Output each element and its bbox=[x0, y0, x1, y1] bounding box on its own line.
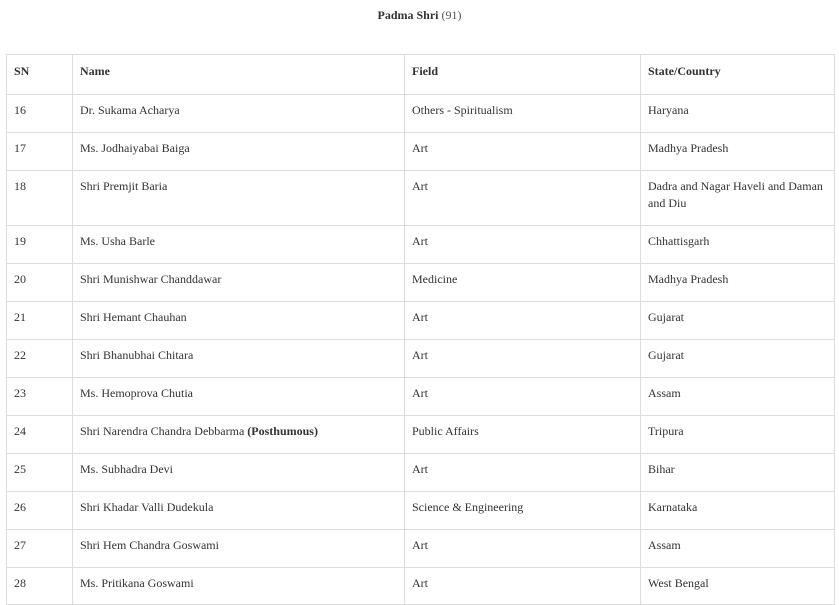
cell-field: Art bbox=[405, 171, 641, 226]
column-header-state: State/Country bbox=[641, 55, 835, 95]
awardee-name: Ms. Subhadra Devi bbox=[80, 462, 173, 476]
cell-name bbox=[73, 378, 405, 416]
cell-sn: 16 bbox=[7, 95, 73, 133]
cell-field: Art bbox=[405, 133, 641, 171]
cell-state: Chhattisgarh bbox=[641, 226, 835, 264]
cell-field: Art bbox=[405, 302, 641, 340]
cell-sn: 26 bbox=[7, 492, 73, 530]
cell-field: Art bbox=[405, 568, 641, 605]
table-row bbox=[7, 226, 835, 264]
cell-field: Art bbox=[405, 340, 641, 378]
table-row bbox=[7, 340, 835, 378]
awardee-name: Shri Hem Chandra Goswami bbox=[80, 538, 219, 552]
table-row bbox=[7, 302, 835, 340]
column-header-field: Field bbox=[405, 55, 641, 95]
table-row bbox=[7, 378, 835, 416]
table-row bbox=[7, 492, 835, 530]
table-header-row bbox=[7, 55, 835, 95]
awardee-name: Shri Bhanubhai Chitara bbox=[80, 348, 194, 362]
awardee-name: Shri Narendra Chandra Debbarma bbox=[80, 424, 245, 438]
cell-field: Public Affairs bbox=[405, 416, 641, 454]
cell-sn: 18 bbox=[7, 171, 73, 226]
cell-name bbox=[73, 171, 405, 226]
table-row bbox=[7, 264, 835, 302]
cell-name bbox=[73, 454, 405, 492]
cell-state: Assam bbox=[641, 530, 835, 568]
cell-name bbox=[73, 302, 405, 340]
awardee-name: Ms. Hemoprova Chutia bbox=[80, 386, 193, 400]
cell-name bbox=[73, 530, 405, 568]
table-row bbox=[7, 133, 835, 171]
cell-state: Gujarat bbox=[641, 340, 835, 378]
table-row bbox=[7, 530, 835, 568]
cell-state: Gujarat bbox=[641, 302, 835, 340]
cell-name bbox=[73, 95, 405, 133]
cell-field: Medicine bbox=[405, 264, 641, 302]
posthumous-note: (Posthumous) bbox=[247, 424, 318, 438]
cell-field: Art bbox=[405, 226, 641, 264]
cell-field: Art bbox=[405, 530, 641, 568]
cell-sn: 21 bbox=[7, 302, 73, 340]
cell-name bbox=[73, 416, 405, 454]
cell-state: Bihar bbox=[641, 454, 835, 492]
table-row bbox=[7, 568, 835, 605]
cell-state: Haryana bbox=[641, 95, 835, 133]
table-row bbox=[7, 416, 835, 454]
awardee-name: Ms. Usha Barle bbox=[80, 234, 155, 248]
cell-sn: 27 bbox=[7, 530, 73, 568]
award-count: (91) bbox=[441, 8, 462, 22]
table-row bbox=[7, 171, 835, 226]
cell-sn: 23 bbox=[7, 378, 73, 416]
cell-field: Science & Engineering bbox=[405, 492, 641, 530]
awardee-name: Dr. Sukama Acharya bbox=[80, 103, 180, 117]
cell-name bbox=[73, 264, 405, 302]
column-header-sn: SN bbox=[7, 55, 73, 95]
awardee-name: Shri Hemant Chauhan bbox=[80, 310, 187, 324]
cell-state: Madhya Pradesh bbox=[641, 133, 835, 171]
awardee-name: Ms. Jodhaiyabai Baiga bbox=[80, 141, 190, 155]
page-title bbox=[0, 7, 839, 23]
cell-state: Tripura bbox=[641, 416, 835, 454]
cell-state: Karnataka bbox=[641, 492, 835, 530]
cell-sn: 19 bbox=[7, 226, 73, 264]
cell-state: Madhya Pradesh bbox=[641, 264, 835, 302]
table-row bbox=[7, 454, 835, 492]
cell-state: Dadra and Nagar Haveli and Daman and Diu bbox=[641, 171, 835, 226]
cell-field: Art bbox=[405, 378, 641, 416]
award-title: Padma Shri bbox=[377, 8, 439, 22]
awardee-name: Shri Khadar Valli Dudekula bbox=[80, 500, 214, 514]
cell-sn: 17 bbox=[7, 133, 73, 171]
awardee-name: Shri Premjit Baria bbox=[80, 179, 168, 193]
cell-sn: 28 bbox=[7, 568, 73, 605]
cell-sn: 22 bbox=[7, 340, 73, 378]
cell-state: West Bengal bbox=[641, 568, 835, 605]
table-row bbox=[7, 95, 835, 133]
awardee-name: Shri Munishwar Chanddawar bbox=[80, 272, 222, 286]
cell-state: Assam bbox=[641, 378, 835, 416]
cell-name bbox=[73, 492, 405, 530]
cell-name bbox=[73, 340, 405, 378]
cell-field: Others - Spiritualism bbox=[405, 95, 641, 133]
column-header-name: Name bbox=[73, 55, 405, 95]
awardees-table bbox=[6, 54, 835, 605]
cell-name bbox=[73, 568, 405, 605]
cell-sn: 20 bbox=[7, 264, 73, 302]
cell-name bbox=[73, 226, 405, 264]
cell-sn: 25 bbox=[7, 454, 73, 492]
cell-name bbox=[73, 133, 405, 171]
awardee-name: Ms. Pritikana Goswami bbox=[80, 576, 194, 590]
cell-field: Art bbox=[405, 454, 641, 492]
cell-sn: 24 bbox=[7, 416, 73, 454]
